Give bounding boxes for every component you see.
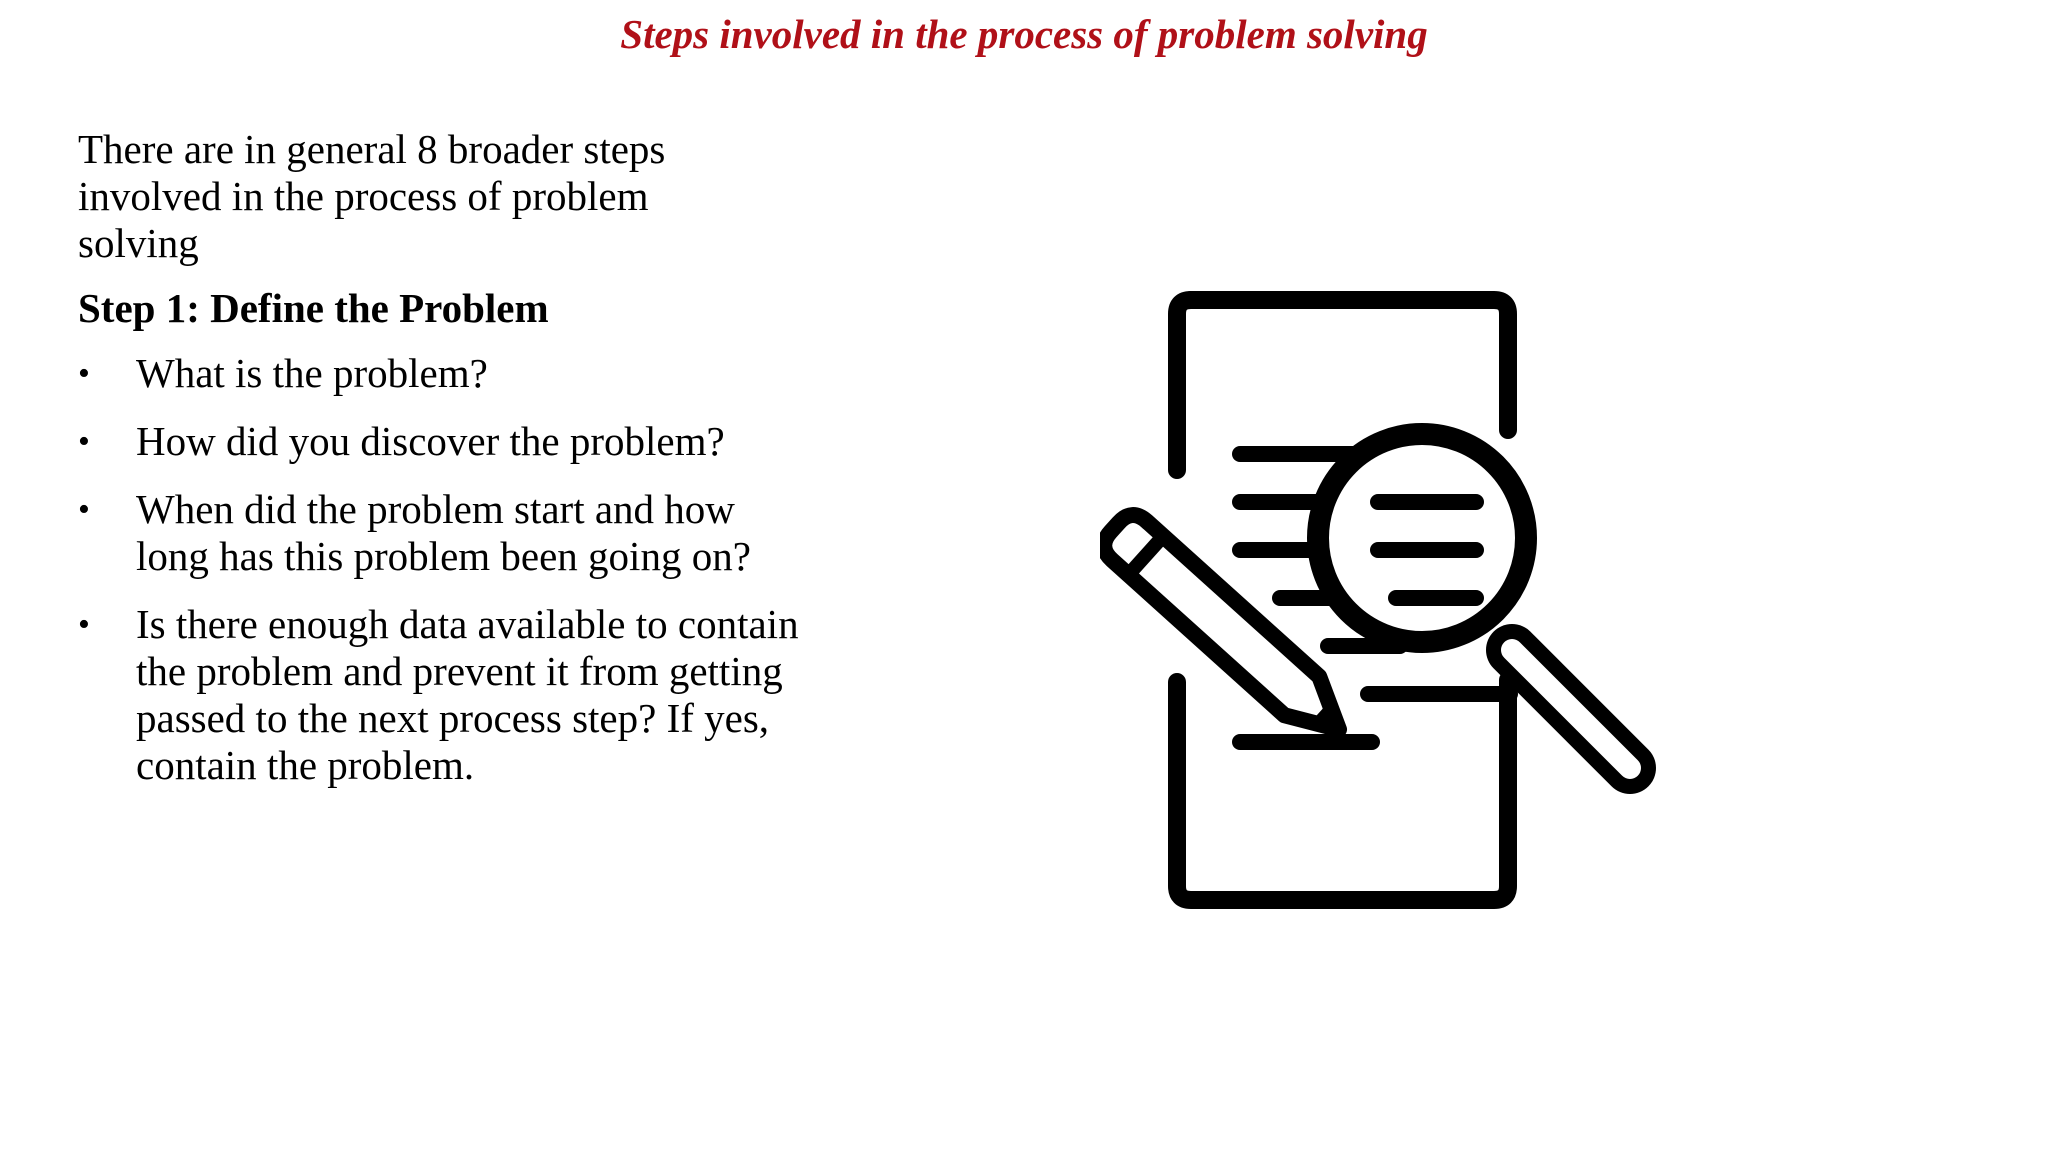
slide-title: Steps involved in the process of problem solving [620,11,1428,57]
intro-paragraph: There are in general 8 broader steps involved in the process of problem solving [78,126,666,266]
bullet-text: What is the problem? [136,350,488,396]
bullet-marker: • [78,423,90,460]
bullet-marker: • [78,491,90,528]
bullet-text: Is there enough data available to contain the problem and prevent it from getting passed to the next process step? If yes, contain the problem. [136,601,799,788]
bullet-text: When did the problem start and how long has this problem been going on? [136,486,751,579]
bullet-item [78,601,818,789]
document-pencil-magnifier-icon [1100,290,1700,910]
slide-content [78,126,818,810]
bullet-text: How did you discover the problem? [136,418,725,464]
bullet-marker: • [78,355,90,392]
bullet-item [78,350,818,397]
bullet-list [78,350,818,789]
bullet-item [78,418,818,465]
magnifier-icon [1318,434,1630,768]
step-heading: Step 1: Define the Problem [78,285,549,331]
bullet-marker: • [78,606,90,643]
bullet-item [78,486,818,580]
